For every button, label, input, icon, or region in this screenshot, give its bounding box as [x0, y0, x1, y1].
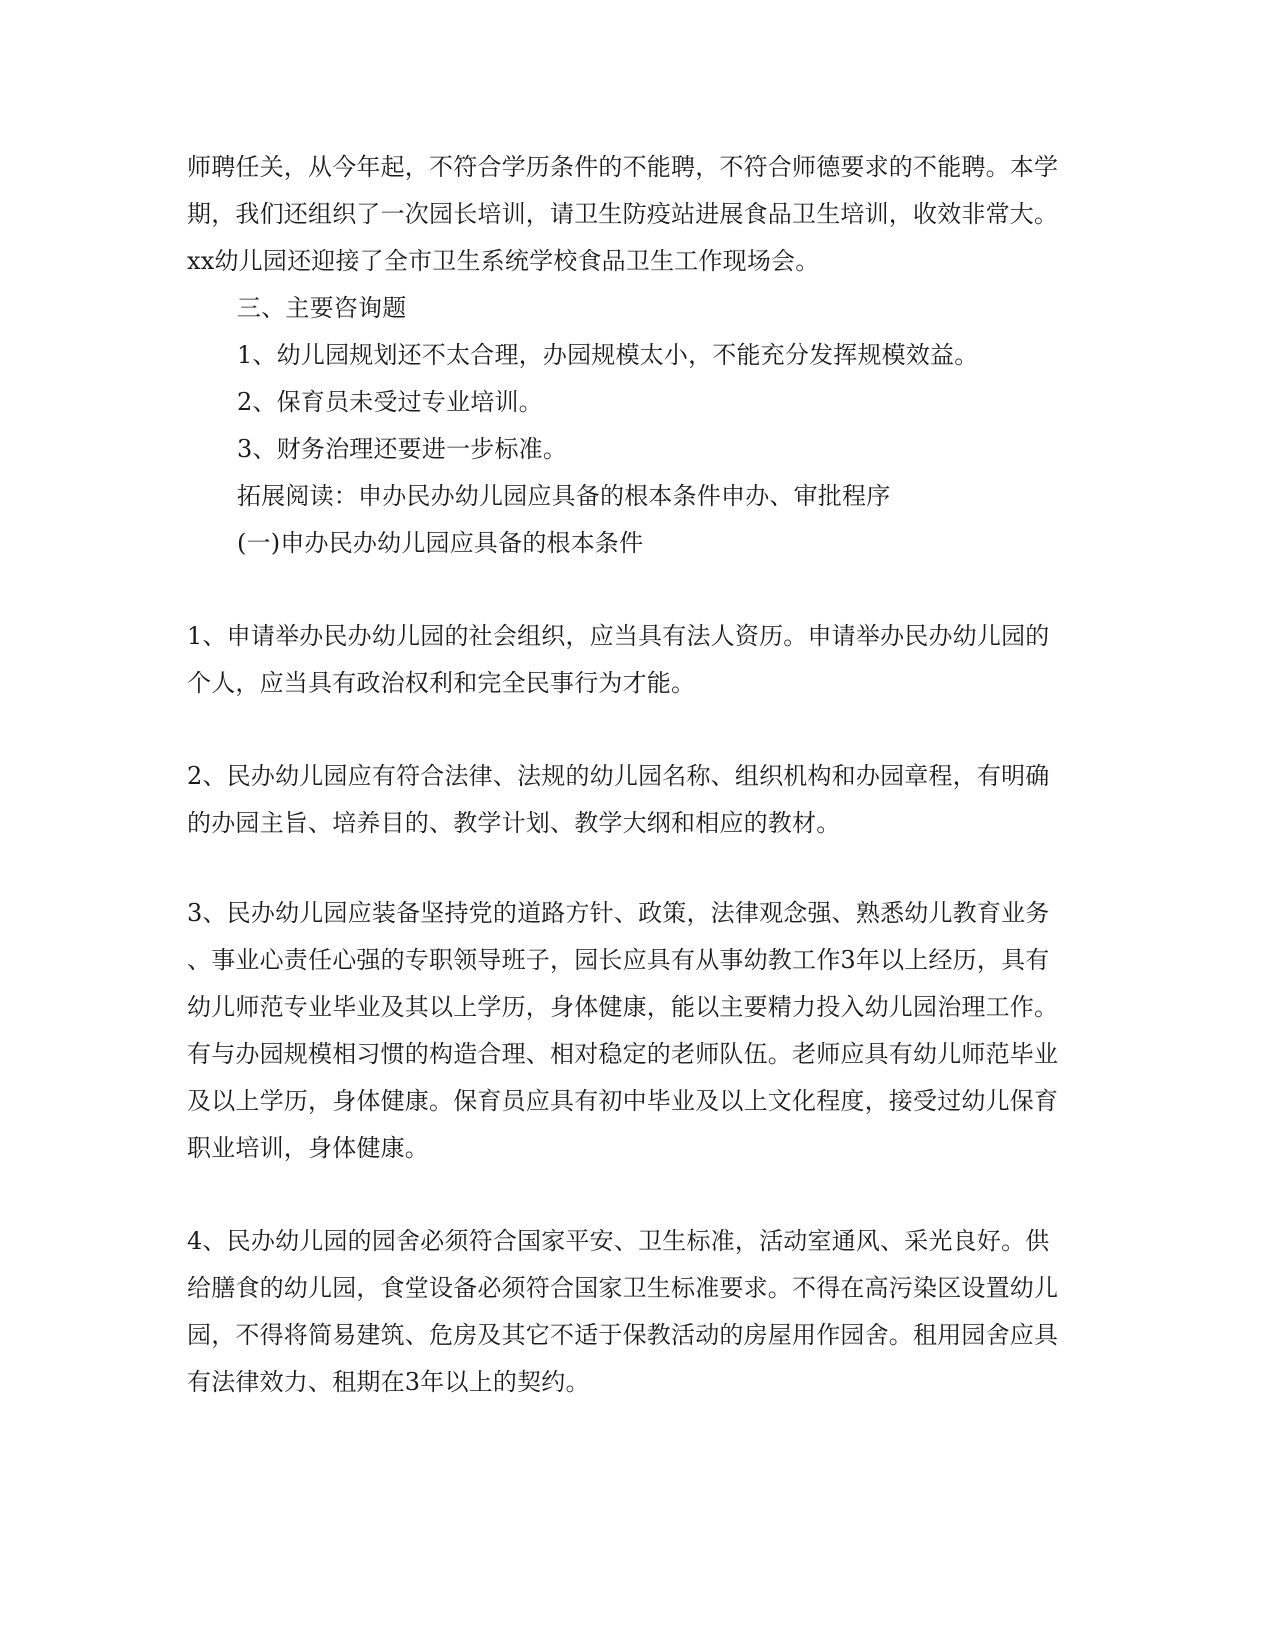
body-text-line: 3、民办幼儿园应装备坚持党的道路方针、政策，法律观念强、熟悉幼儿教育业务	[187, 899, 1050, 927]
body-text-line: 及以上学历，身体健康。保育员应具有初中毕业及以上文化程度，接受过幼儿保育	[187, 1087, 1059, 1115]
body-text-line: 有法律效力、租期在3年以上的契约。	[187, 1368, 590, 1396]
body-text-line: 师聘任关，从今年起，不符合学历条件的不能聘，不符合师德要求的不能聘。本学	[187, 153, 1059, 181]
extended-reading-title: 拓展阅读：申办民办幼儿园应具备的根本条件申办、审批程序	[237, 482, 891, 510]
subheading: (一)申办民办幼儿园应具备的根本条件	[237, 529, 644, 557]
list-item: 2、保育员未受过专业培训。	[237, 388, 543, 416]
body-text-line: 有与办园规模相习惯的构造合理、相对稳定的老师队伍。老师应具有幼儿师范毕业	[187, 1040, 1059, 1068]
list-item: 1、幼儿园规划还不太合理，办园规模太小，不能充分发挥规模效益。	[237, 341, 979, 369]
body-text-line: 园，不得将简易建筑、危房及其它不适于保教活动的房屋用作园舍。租用园舍应具	[187, 1321, 1059, 1349]
body-text-line: 2、民办幼儿园应有符合法律、法规的幼儿园名称、组织机构和办园章程，有明确	[187, 762, 1050, 790]
section-heading: 三、主要咨询题	[237, 294, 407, 322]
list-item: 3、财务治理还要进一步标准。	[237, 435, 568, 463]
body-text-line: 个人，应当具有政治权利和完全民事行为才能。	[187, 669, 696, 697]
body-text-line: 的办园主旨、培养目的、教学计划、教学大纲和相应的教材。	[187, 809, 841, 837]
body-text-line: 幼儿师范专业毕业及其以上学历，身体健康，能以主要精力投入幼儿园治理工作。	[187, 993, 1059, 1021]
body-text-line: 1、申请举办民办幼儿园的社会组织，应当具有法人资历。申请举办民办幼儿园的	[187, 622, 1050, 650]
body-text-line: 职业培训，身体健康。	[187, 1134, 429, 1162]
body-text-line: 期，我们还组织了一次园长培训，请卫生防疫站进展食品卫生培训，收效非常大。	[187, 200, 1059, 228]
body-text-line: xx幼儿园还迎接了全市卫生系统学校食品卫生工作现场会。	[187, 247, 820, 275]
body-text-line: 给膳食的幼儿园，食堂设备必须符合国家卫生标准要求。不得在高污染区设置幼儿	[187, 1274, 1059, 1302]
body-text-line: 4、民办幼儿园的园舍必须符合国家平安、卫生标准，活动室通风、采光良好。供	[187, 1227, 1050, 1255]
body-text-line: 、事业心责任心强的专职领导班子，园长应具有从事幼教工作3年以上经历，具有	[187, 946, 1050, 974]
